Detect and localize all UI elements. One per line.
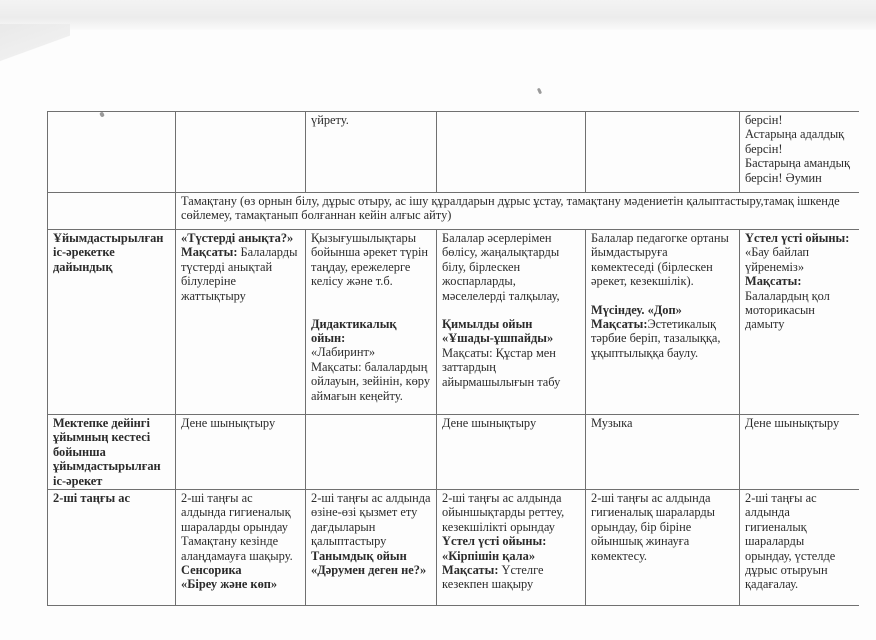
scan-speck (537, 88, 542, 95)
game-name: «Кірпішін қала» (442, 548, 536, 563)
game-label: Үстел үсті ойыны: (745, 231, 850, 245)
goal-label: Мақсаты: (442, 563, 499, 578)
game-name: «Дәрумен деген не?» (311, 563, 427, 578)
cell-fri: Дене шынықтыру (740, 415, 859, 490)
goal-text: Мақсаты: Құстар мен заттардың айырмашылығын табу (442, 345, 561, 389)
game-name: «Біреу және көп» (181, 577, 278, 592)
game-name: «Бау байлап үйренеміз» (745, 245, 810, 274)
activity-label: Танымдық ойын (311, 548, 407, 563)
game-name: «Ұшады-ұшпайды» (442, 331, 554, 346)
row-label: Ұйымдастырылған іс-әрекетке дайындық (48, 230, 176, 415)
cell-tue (306, 415, 437, 490)
activity-intro: Қызығушылықтары бойынша әрекет түрін таңдау, ережелерге келісу және т.б. (311, 231, 429, 289)
cell-thu (586, 230, 740, 415)
game-label: Дидактикалық ойын: (311, 316, 397, 346)
cell-thu: 2-ші таңғы ас алдында гигиеналық шараларды орындау, бір біріне ойыншық жинауға көмектесу. (586, 490, 740, 606)
blessing-line: Бастарыңа амандық (745, 156, 850, 171)
cell-fri (740, 230, 859, 415)
scan-top-shadow (0, 0, 876, 30)
table-row-continued (48, 112, 859, 193)
cell-wed (437, 112, 586, 193)
activity-intro: Балалар педагогке ортаны йымдастыруға көмектеседі (бірлескен әрекет, кезекшілік). (591, 231, 729, 289)
table-row-meal (48, 193, 859, 230)
cell-thu (586, 112, 740, 193)
goal-text: Мақсаты: балалардың ойлауын, зейінін, көру аймағын кеңейту. (311, 359, 431, 403)
goal-text: Үстелге кезекпен шақыру (442, 563, 544, 592)
blessing-line: берсін! (745, 141, 783, 156)
cell-wed (437, 230, 586, 415)
cell-wed: Дене шынықтыру (437, 415, 586, 490)
game-title: «Түстерді анықта?» (181, 231, 294, 245)
goal-text: Балаларды түстерді анықтай білулеріне жаттықтыру (181, 245, 298, 303)
activity-label: Үстел үсті ойыны: (442, 534, 547, 549)
cell-mon: Дене шынықтыру (176, 415, 306, 490)
daily-plan-table (47, 111, 859, 606)
cell-thu: Музыка (586, 415, 740, 490)
cell-fri (740, 112, 859, 193)
row-label-cell (48, 112, 176, 193)
cell-wed (437, 490, 586, 606)
goal-label: Мақсаты: (181, 245, 238, 260)
cell-tue: үйрету. (306, 112, 437, 193)
cell-mon (176, 230, 306, 415)
cell-fri: 2-ші таңғы ас алдында гигиеналық шараларды орындау, үстелде дұрыс отыруын қадағалау. (740, 490, 859, 606)
scan-page-fold (0, 24, 70, 72)
activity-label: Сенсорика (181, 563, 242, 578)
activity-intro: Балалар әсерлерімен бөлісу, жаңалықтарды білу, бірлескен жоспарларды, мәселелерді талқылау, (442, 231, 560, 303)
blessing-line: берсін! (745, 113, 783, 127)
row-label-cell (48, 193, 176, 230)
row-label: 2-ші таңғы ас (48, 490, 176, 606)
goal-text: Эстетикалық тәрбие беріп, тазалыққа, ұқыптылыққа баулу. (591, 317, 721, 360)
goal-text: Балалардың қол моторикасын дамыту (745, 288, 830, 332)
table-row-schedule (48, 415, 859, 490)
activity-text: 2-ші таңғы ас алдында ойыншықтарды реттеу, кезекшілікті орындау (442, 491, 565, 534)
goal-label: Мақсаты: (591, 317, 648, 332)
goal-label: Мақсаты: (745, 274, 802, 289)
meal-description: Тамақтану (өз орнын білу, дұрыс отыру, ас ішу құралдарын дұрыс ұстау, тамақтану мәдениетін қалыптастыру,тамақ ішкенде сөйлемеу, тамақтанып болғаннан кейін алғыс айту) (176, 193, 859, 230)
activity-text: 2-ші таңғы ас алдында өзіне-өзі қызмет ету дағдыларын қалыптастыру (311, 491, 431, 549)
row-label: Мектепке дейінгі ұйымның кестесі бойынша ұйымдастырылған іс-әрекет (48, 415, 176, 490)
cell-tue (306, 490, 437, 606)
game-label: Қимылды ойын (442, 317, 533, 332)
table-row-preparation (48, 230, 859, 415)
table-row-second-breakfast (48, 490, 859, 606)
blessing-line: берсін! Әумин (745, 170, 822, 185)
cell-mon (176, 112, 306, 193)
activity-text: 2-ші таңғы ас алдында гигиеналық шараларды орындау Тамақтану кезінде алаңдамауға шақыру. (181, 491, 293, 563)
cell-mon (176, 490, 306, 606)
cell-tue (306, 230, 437, 415)
blessing-line: Астарыңа адалдық (745, 127, 845, 142)
activity-label: Мүсіндеу. «Доп» (591, 302, 682, 317)
game-name: «Лабиринт» (311, 345, 376, 360)
